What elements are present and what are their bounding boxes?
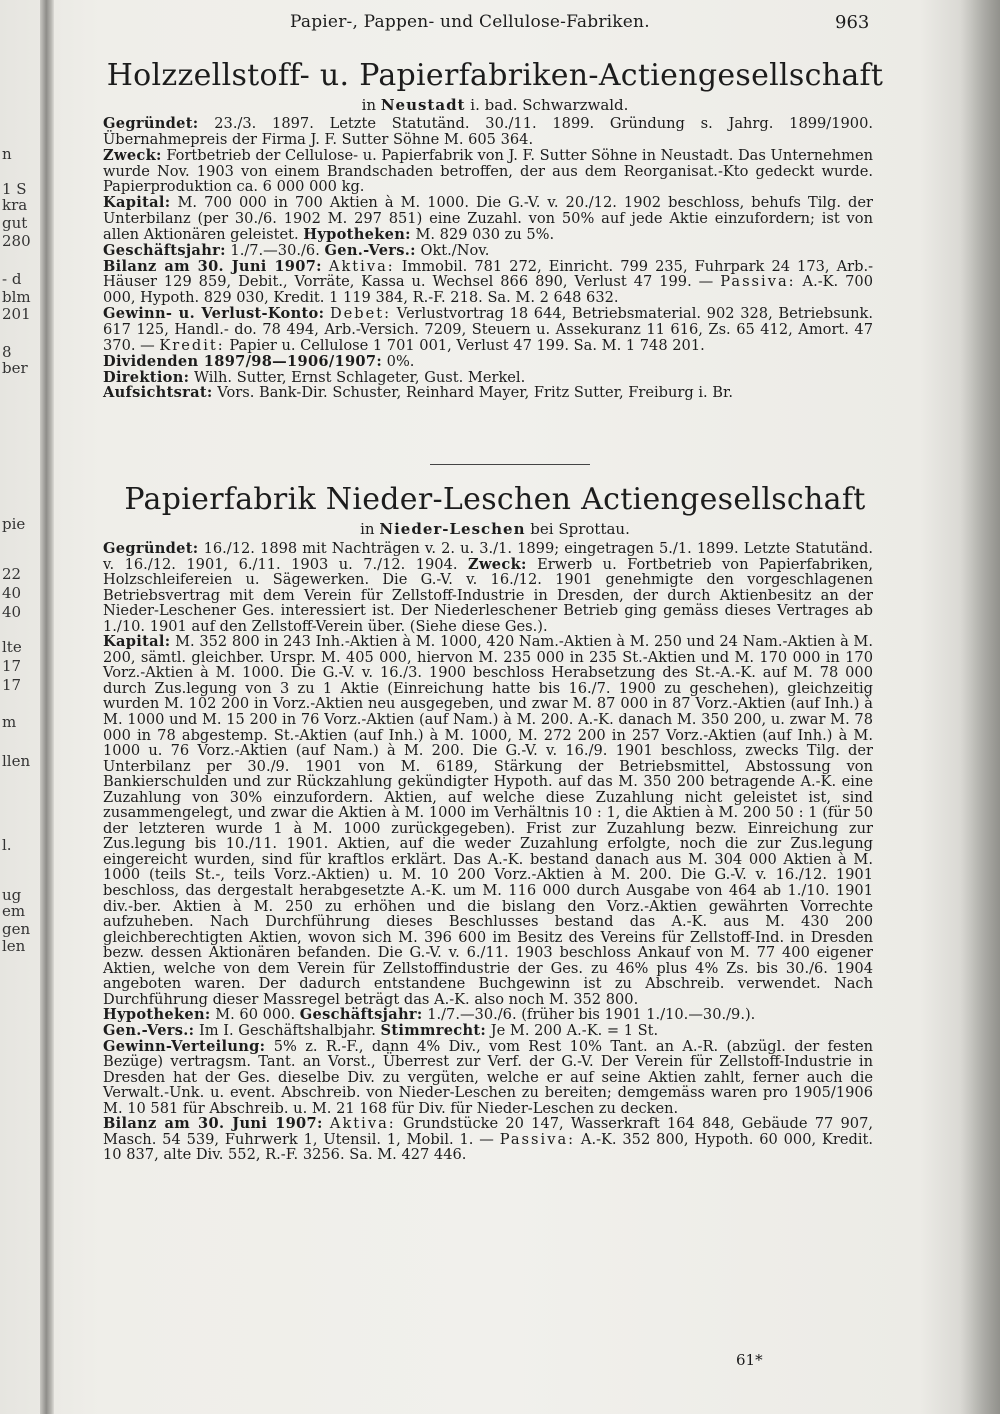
book-gutter xyxy=(40,0,54,1414)
company1-gegruendet xyxy=(103,116,873,148)
debet-label: Debet: xyxy=(329,305,392,323)
field-label: Kapital: xyxy=(103,194,171,212)
company2-gewinnverteilung xyxy=(103,1039,873,1117)
facing-page-fragment: llen xyxy=(2,752,31,770)
field-text: Okt./Nov. xyxy=(420,241,490,259)
company1-direktion xyxy=(103,370,873,386)
page-number: 963 xyxy=(835,12,870,33)
subtitle-prefix: in xyxy=(361,96,377,114)
field-text: M. 60 000. xyxy=(215,1006,296,1024)
field-text: Immobil. 781 272, Einricht. 799 235, Fuhrpark 24 173, Arb.-Häuser 129 859, Debit., Vorräte, Kassa u. Wechsel 866 890, Verlust 47 199. — xyxy=(103,257,874,291)
facing-page-fragment: lte xyxy=(2,638,22,656)
facing-page-fragment: gut xyxy=(2,214,28,232)
company1-zweck xyxy=(103,148,873,196)
company2-location: Nieder-Leschen xyxy=(379,520,526,538)
company1-gewinn-verlust xyxy=(103,306,873,354)
facing-page-fragment: 40 xyxy=(2,603,22,621)
passiva-label: Passiva: xyxy=(499,1130,576,1148)
subtitle-prefix: in xyxy=(360,520,375,538)
company2-subtitle xyxy=(70,520,920,538)
field-text: M. 352 800 in 243 Inh.-Aktien à M. 1000, 420 Nam.-Aktien à M. 250 und 24 Nam.-Aktien à M. 200, sämtl. gleichber. Urspr. M. 405 000, hiervon M. 235 000 in 235 St.-Aktien und M. 170 000 in 170 Vorz.-Aktien à M. 1000. Die G.-V. v. 16./3. 1900 beschloss Herabsetzung des St.-A.-K. auf M. 78 000 durch Zus.legung von 3 zu 1 Aktie (Einreichung hatte bis 16./7. 1900 zu geschehen), gleichzeitig wurden M. 102 200 in Vorz.-Aktien neu ausgegeben, und zwar M. 87 000 in 87 Vorz.-Aktien (auf Inh.) à M. 1000 und M. 15 200 in 76 Vorz.-Aktien (auf Nam.) à M. 200. A.-K. danach M. 350 200, u. zwar M. 78 000 in 78 abgestemp. St.-Aktien (auf Inh.) à M. 1000, M. 272 200 in 257 Vorz.-Aktien (auf Inh.) à M. 1000 u. 76 Vorz.-Aktien (auf Nam.) à M. 200. Die G.-V. v. 16./9. 1901 beschloss, zwecks Tilg. der Unterbilanz per 30./9. 1901 von M. 6189, Stärkung der Betriebsmittel, Abstossung von Bankierschulden und zur Rückzahlung gekündigter Hypoth. auf das M. 350 200 betragende A.-K. eine Zuzahlung von 30% einzufordern. Aktien, auf welche diese Zuzahlung nicht geleistet ist, sind zusammengelegt, und zwar die Aktien à M. 1000 im Verhältnis 10 : 1, die Aktien à M. 200 50 : 1 (für 50 der letzteren wurde 1 à M. 1000 zurückgegeben). Frist zur Zuzahlung bezw. Einreichung zur Zus.legung bis 10./11. 1901. Aktien, auf die weder Zuzahlung erfolgte, noch die zur Zus.legung eingereicht wurden, sind für kraftlos erklärt. Das A.-K. bestand danach aus M. 304 000 Aktien à M. 1000 (teils St.-, teils Vorz.-Aktien) u. M. 10 200 Vorz.-Aktien à M. 200. Die G.-V. v. 16./12. 1901 beschloss, das dergestalt herabgesetzte A.-K. um M. 116 000 durch Ausgabe von 464 ab 1./10. 1901 div.-ber. Aktien à M. 250 zu erhöhen und die bislang den Vorz.-Aktien gewährten Vorrechte aufzuheben. Nach Durchführung dieses Beschlusses bestand das A.-K. aus M. 430 200 gleichberechtigten Aktien, wovon sich M. 396 600 im Besitz des Vereins für Zellstoff-Ind. in Dresden bezw. dessen Aktionären befanden. Die G.-V. v. 6./11. 1903 beschloss Ankauf von M. 77 400 eigener Aktien, welche von dem Verein für Zellstoffindustrie der Ges. zu 46% plus 4% Zs. bis 30./6. 1904 angeboten waren. Der dadurch entstandene Buchgewinn ist zu Abschreib. verwendet. Nach Durchführung dieser Massregel beträgt das A.-K. also noch M. 352 800. xyxy=(103,633,874,1008)
field-label: Gewinn-Verteilung: xyxy=(103,1037,266,1055)
company1-subtitle xyxy=(70,96,920,114)
facing-page-fragment: l. xyxy=(2,836,12,854)
field-label: Gen.-Vers.: xyxy=(103,1021,195,1039)
field-text: Erwerb u. Fortbetrieb von Papierfabriken, Holzschleifereien u. Sägewerken. Die G.-V. v. 16./12. 1901 genehmigte den vorgeschlagenen Betriebsvertrag mit dem Verein für Zellstoff-Industrie in Dresden, der durch Aktienbesitz an der Nieder-Leschener Ges. interessiert ist. Der Niederleschener Betrieb ging gemäss dieses Vertrages ab 1./10. 1901 auf den Zellstoff-Verein über. (Siehe diese Ges.). xyxy=(103,555,874,635)
field-label: Gegründet: xyxy=(103,115,199,132)
field-label: Bilanz am 30. Juni 1907: xyxy=(103,257,322,275)
field-label: Zweck: xyxy=(103,146,162,164)
facing-page-edge xyxy=(0,0,40,1414)
field-label: Geschäftsjahr: xyxy=(299,1006,423,1024)
facing-page-fragment: 280 xyxy=(2,232,31,250)
company2-body xyxy=(103,541,873,1163)
field-text: Grundstücke 20 147, Wasserkraft 164 848, Gebäude 77 907, Masch. 54 539, Fuhrwerk 1, Utensil. 1, Mobil. 1. — xyxy=(103,1115,874,1148)
field-text: Im I. Geschäftshalbjahr. xyxy=(199,1021,376,1039)
field-text: A.-K. 352 800, Hypoth. 60 000, Kredit. 10 837, alte Div. 552, R.-F. 3256. Sa. M. 427 446. xyxy=(103,1130,874,1164)
field-label: Zweck: xyxy=(467,555,527,573)
facing-page-fragment: 40 xyxy=(2,584,22,602)
company1-aufsichtsrat xyxy=(103,385,873,401)
company2-kapital xyxy=(103,634,873,1007)
field-text: 23./3. 1897. Letzte Statutänd. 30./11. 1899. Gründung s. Jahrg. 1899/1900. Übernahmepreis der Firma J. F. Sutter Söhne M. 605 364. xyxy=(103,115,873,148)
facing-page-fragment: 8 xyxy=(2,343,12,361)
facing-page-fragment: 17 xyxy=(2,676,22,694)
field-label: Hypotheken: xyxy=(103,1006,211,1024)
field-text: Je M. 200 A.-K. = 1 St. xyxy=(490,1021,659,1039)
field-text: M. 829 030 zu 5%. xyxy=(415,225,555,243)
field-label: Gegründet: xyxy=(103,540,199,557)
facing-page-fragment: kra xyxy=(2,196,28,214)
company1-geschaeftsjahr xyxy=(103,243,873,259)
facing-page-fragment: gen xyxy=(2,920,31,938)
facing-page-fragment: 1 S xyxy=(2,180,27,198)
subtitle-suffix: i. bad. Schwarzwald. xyxy=(470,96,629,114)
facing-page-fragment: m xyxy=(2,713,17,731)
field-text: Vors. Bank-Dir. Schuster, Reinhard Mayer, Fritz Sutter, Freiburg i. Br. xyxy=(217,384,734,402)
field-text: Fortbetrieb der Cellulose- u. Papierfabrik von J. F. Sutter Söhne in Neustadt. Das Unternehmen wurde Nov. 1903 von einem Brandschaden betroffen, der aus dem Reorganisat.-Kto gedeckt wurde. Papierproduktion ca. 6 000 000 kg. xyxy=(103,146,874,196)
field-text: M. 700 000 in 700 Aktien à M. 1000. Die G.-V. v. 20./12. 1902 beschloss, behufs Tilg. der Unterbilanz (per 30./6. 1902 M. 297 851) eine Zuzahl. von 50% auf jede Aktie einzufordern; ist von allen Aktionären geleistet. xyxy=(103,194,873,243)
company1-dividenden xyxy=(103,354,873,370)
field-text: 1./7.—30./6. xyxy=(230,241,320,259)
field-text: 1./7.—30./6. (früher bis 1901 1./10.—30./9.). xyxy=(427,1006,756,1024)
printer-signature: 61* xyxy=(736,1351,763,1369)
page-edge-shadow xyxy=(960,0,1000,1414)
facing-page-fragment: ber xyxy=(2,359,28,377)
section-divider xyxy=(430,464,590,465)
company2-title: Papierfabrik Nieder-Leschen Actiengesellschaft xyxy=(124,482,866,517)
field-label: Direktion: xyxy=(103,368,190,386)
aktiva-label: Aktiva: xyxy=(328,257,395,275)
field-label: Hypotheken: xyxy=(303,225,411,243)
field-label: Aufsichtsrat: xyxy=(103,384,213,402)
facing-page-fragment: blm xyxy=(2,288,31,306)
field-label: Stimmrecht: xyxy=(380,1021,487,1039)
running-title: Papier-, Pappen- und Cellulose-Fabriken. xyxy=(290,12,650,32)
field-text: Verlustvortrag 18 644, Betriebsmaterial. 902 328, Betriebsunk. 617 125, Handl.- do. 78 494, Arb.-Versich. 7209, Steuern u. Assekuranz 11 616, Zs. 65 412, Amort. 47 370. — xyxy=(103,305,874,354)
facing-page-fragment: em xyxy=(2,902,26,920)
company2-gegruendet xyxy=(103,541,873,634)
facing-page-fragment: 22 xyxy=(2,565,22,583)
field-text: 16./12. 1898 mit Nachträgen v. 2. u. 3./1. 1899; eingetragen 5./1. 1899. Letzte Statutänd. v. 16./12. 1901, 6./11. 1903 u. 7./12. 1904. xyxy=(103,540,873,573)
facing-page-fragment: ug xyxy=(2,886,22,904)
field-text: Wilh. Sutter, Ernst Schlageter, Gust. Merkel. xyxy=(193,368,526,386)
company2-hypotheken xyxy=(103,1007,873,1023)
company1-kapital xyxy=(103,195,873,243)
field-label: Kapital: xyxy=(103,633,171,651)
field-label: Bilanz am 30. Juni 1907: xyxy=(103,1115,323,1133)
facing-page-fragment: 201 xyxy=(2,305,31,323)
facing-page-fragment: pie xyxy=(2,515,26,533)
field-label: Gewinn- u. Verlust-Konto: xyxy=(103,305,325,323)
company2-bilanz xyxy=(103,1116,873,1163)
facing-page-fragment: 17 xyxy=(2,657,22,675)
field-text: A.-K. 700 000, Hypoth. 829 030, Kredit. 1 119 384, R.-F. 218. Sa. M. 2 648 632. xyxy=(103,273,873,307)
facing-page-fragment: - d xyxy=(2,270,22,288)
company2-genvers xyxy=(103,1023,873,1039)
passiva-label: Passiva: xyxy=(720,273,796,291)
field-label: Gen.-Vers.: xyxy=(324,241,416,259)
subtitle-suffix: bei Sprottau. xyxy=(530,520,630,538)
field-label: Dividenden 1897/98—1906/1907: xyxy=(103,352,383,370)
field-text: Papier u. Cellulose 1 701 001, Verlust 47 199. Sa. M. 1 748 201. xyxy=(229,336,705,354)
field-text: 0%. xyxy=(386,352,415,370)
facing-page-fragment: len xyxy=(2,937,26,955)
company1-location: Neustadt xyxy=(380,96,466,114)
aktiva-label: Aktiva: xyxy=(329,1115,396,1133)
field-label: Geschäftsjahr: xyxy=(103,241,226,259)
facing-page-fragment: n xyxy=(2,145,12,163)
company1-title: Holzzellstoff- u. Papierfabriken-Actiengesellschaft xyxy=(106,58,884,93)
company1-body xyxy=(103,116,873,401)
kredit-label: Kredit: xyxy=(159,336,225,354)
company1-bilanz xyxy=(103,259,873,307)
field-text: 5% z. R.-F., dann 4% Div., vom Rest 10% Tant. an A.-R. (abzügl. der festen Bezüge) vertragsm. Tant. an Vorst., Überrest zur Verf. der G.-V. Der Verein für Zellstoff-Industrie in Dresden hat der Ges. dieselbe Div. zu vergüten, welche er auf seine Aktien zahlt, ferner auch die Verwalt.-Unk. u. event. Abschreib. von Nieder-Leschen zu bereiten; demgemäss waren pro 1905/1906 M. 10 581 für Abschreib. u. M. 21 168 für Div. für Nieder-Leschen zu decken. xyxy=(103,1037,873,1117)
